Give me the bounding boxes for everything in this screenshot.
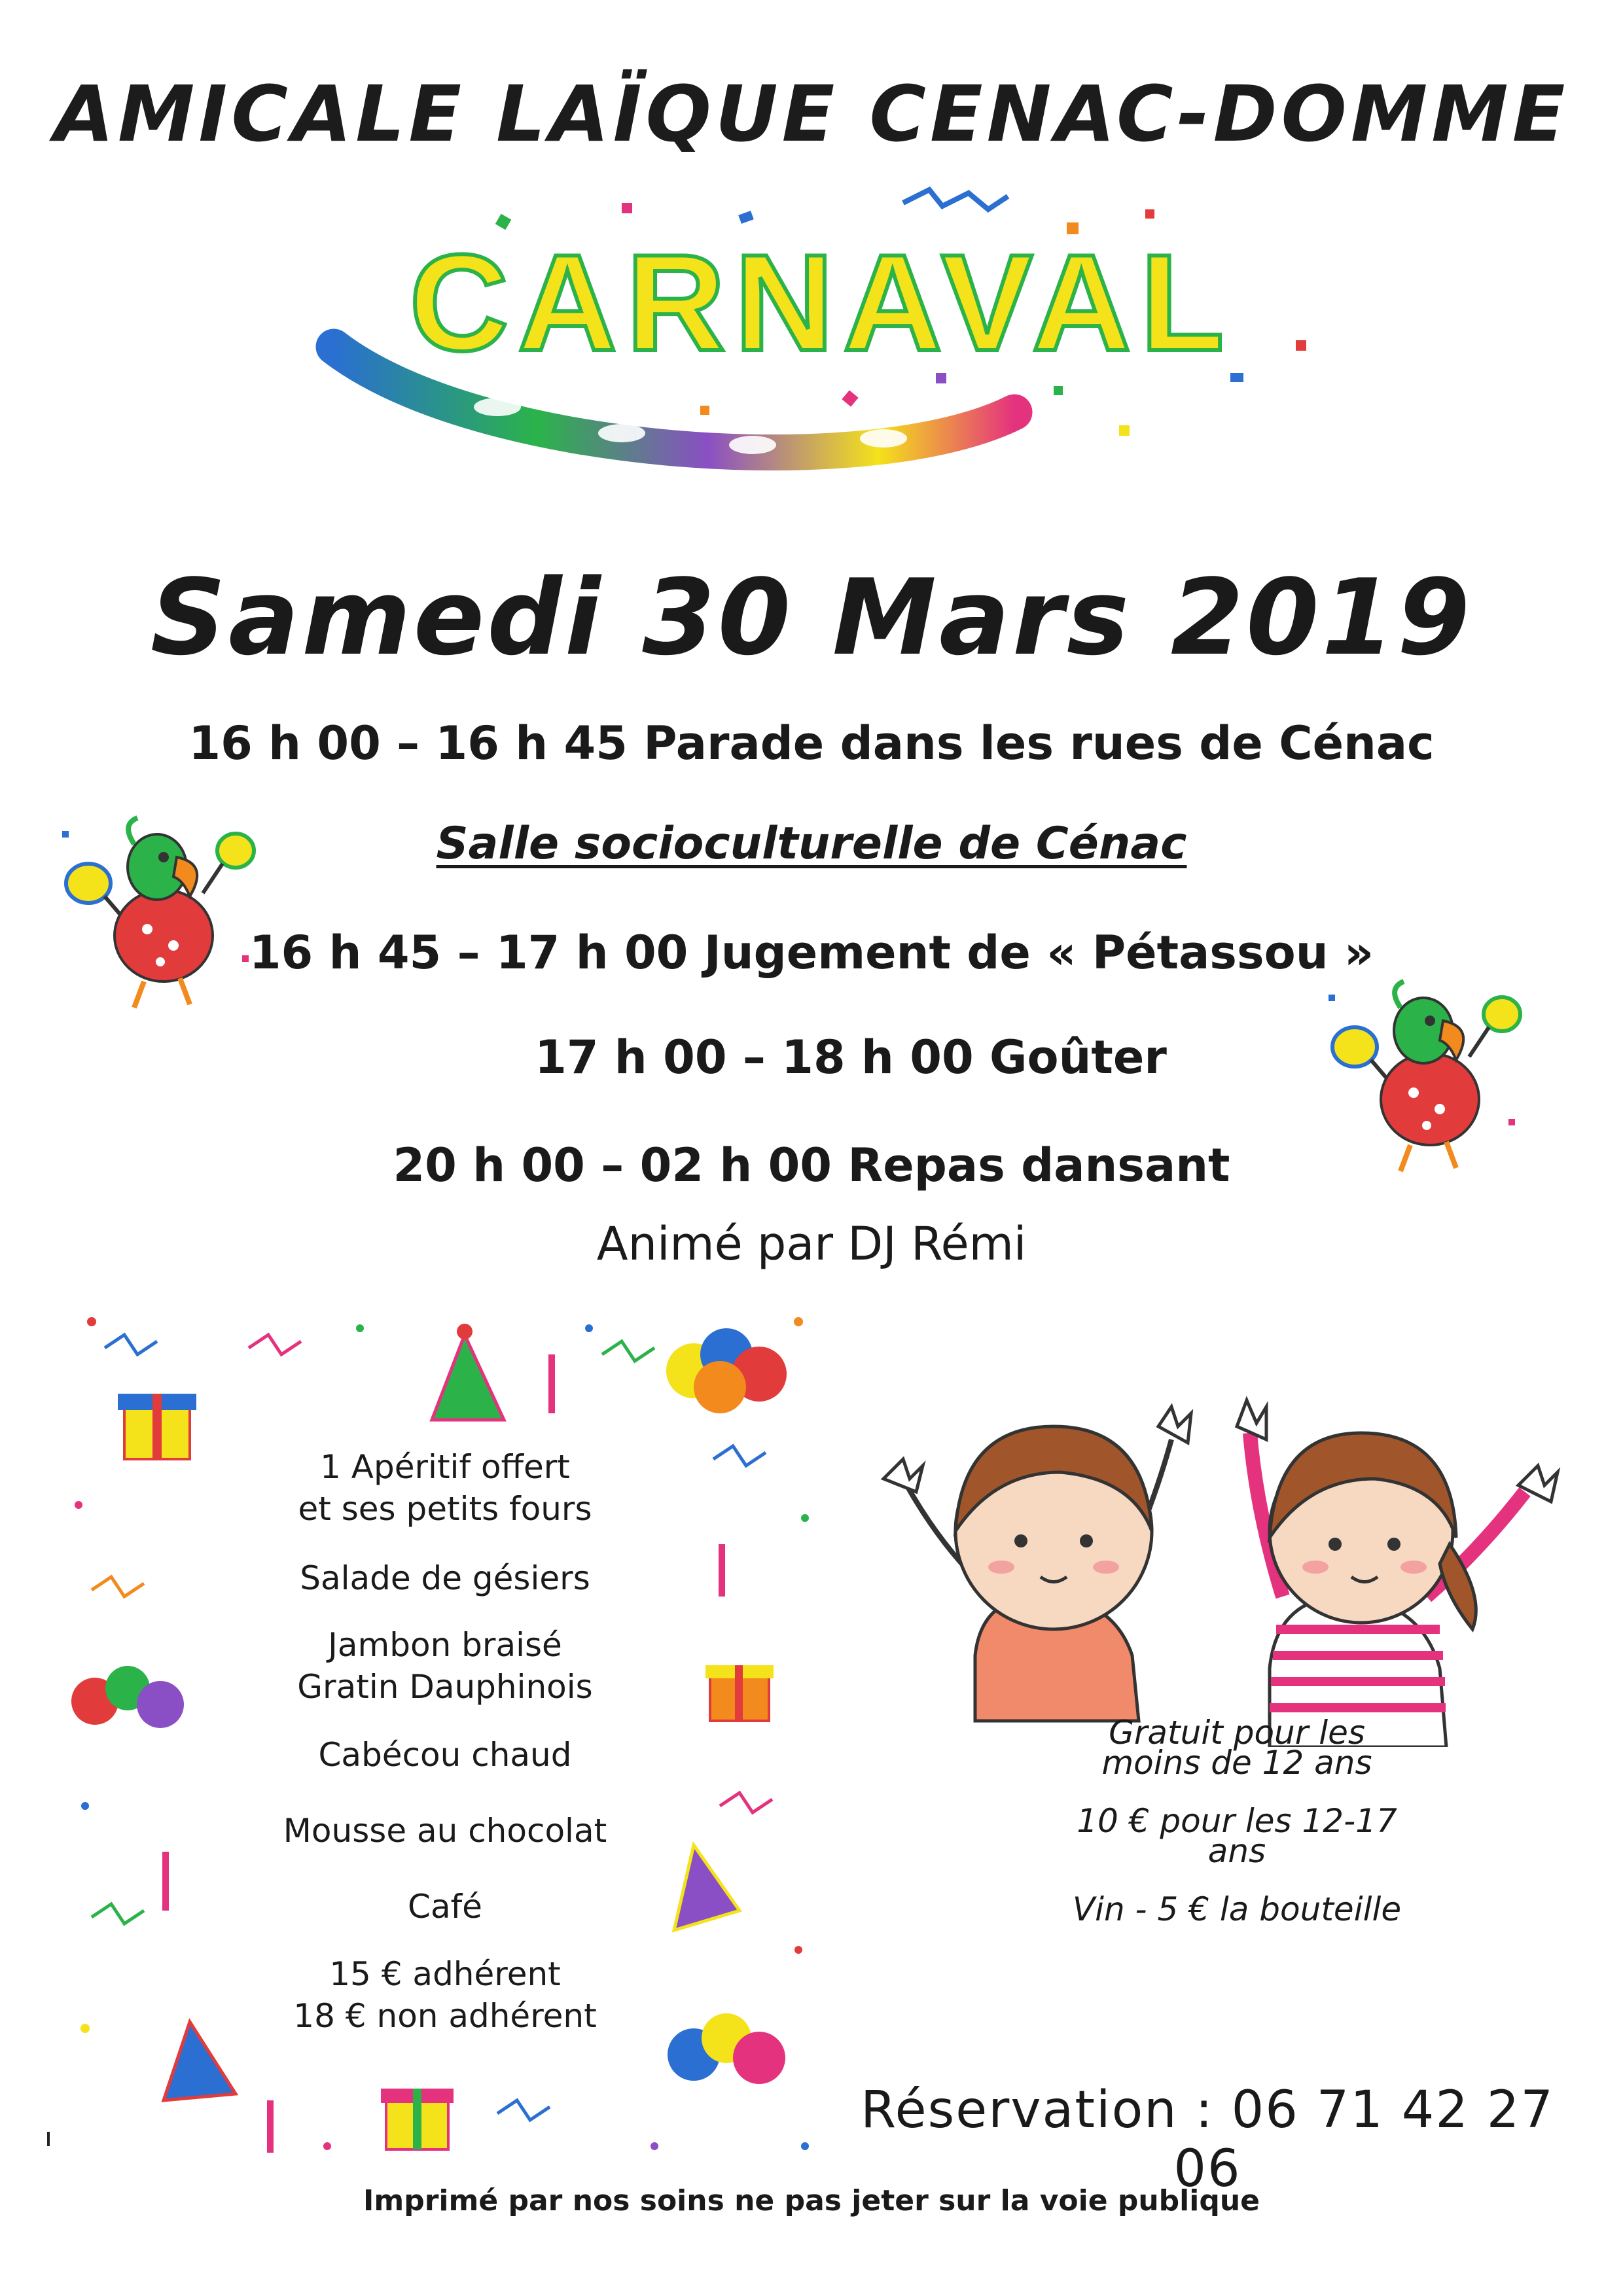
menu-starter: Salade de gésiers [300, 1559, 590, 1597]
menu-line: et ses petits fours [298, 1490, 592, 1528]
schedule-parade: 16 h 00 – 16 h 45 Parade dans les rues de Cénac [188, 716, 1435, 770]
menu-dessert: Mousse au chocolat [283, 1812, 607, 1850]
menu-main [196, 1624, 694, 1708]
balloons-icon [71, 1666, 184, 1728]
venue-title-text: Salle socioculturelle de Cénac [436, 818, 1187, 870]
price-free [1008, 1714, 1466, 1782]
menu-price-member: 15 € adhérent [329, 1955, 561, 1993]
menu-line: Jambon braisé [328, 1626, 562, 1664]
menu-cheese: Cabécou chaud [318, 1736, 572, 1774]
schedule-dinner: 20 h 00 – 02 h 00 Repas dansant [393, 1139, 1230, 1192]
balloons-icon [666, 1328, 787, 1413]
parrot-illustration [1315, 968, 1525, 1178]
menu-price-non-member: 18 € non adhérent [293, 1997, 597, 2035]
menu-line: 1 Apéritif offert [320, 1448, 570, 1486]
price-line: Gratuit pour les [1109, 1714, 1365, 1752]
event-date: Samedi 30 Mars 2019 [150, 556, 1473, 679]
menu-line: Gratin Dauphinois [297, 1668, 593, 1706]
menu-aperitif [196, 1446, 694, 1530]
organisation-title: AMICALE LAÏQUE CENAC-DOMME [54, 69, 1569, 159]
price-wine: Vin - 5 € la bouteille [1072, 1890, 1402, 1928]
price-line: moins de 12 ans [1101, 1744, 1372, 1782]
price-teen [1008, 1802, 1466, 1870]
children-illustration [864, 1381, 1571, 1752]
footer-note: Imprimé par nos soins ne pas jeter sur la voie publique [363, 2184, 1260, 2217]
carnival-logo-text: CARNAVAL [409, 226, 1234, 380]
boy-figure [883, 1407, 1191, 1721]
schedule-judgement: 16 h 45 – 17 h 00 Jugement de « Pétassou » [249, 926, 1374, 980]
parrot-illustration [49, 805, 259, 1014]
schedule-dj: Animé par DJ Rémi [596, 1217, 1027, 1271]
price-line: ans [1207, 1832, 1266, 1870]
gift-icon [705, 1665, 774, 1721]
party-hat-icon [432, 1324, 504, 1420]
schedule-snack: 17 h 00 – 18 h 00 Goûter [535, 1031, 1167, 1084]
scan-mark [47, 2132, 50, 2146]
gift-icon [118, 1394, 196, 1459]
carnival-logo [281, 177, 1361, 478]
menu-prices [196, 1953, 694, 2037]
price-line: 10 € pour les 12-17 [1077, 1802, 1397, 1840]
reservation-phone: Réservation : 06 71 42 27 06 [860, 2081, 1554, 2199]
gift-icon [381, 2089, 454, 2149]
girl-figure [1237, 1400, 1558, 1747]
menu-coffee: Café [408, 1888, 482, 1926]
